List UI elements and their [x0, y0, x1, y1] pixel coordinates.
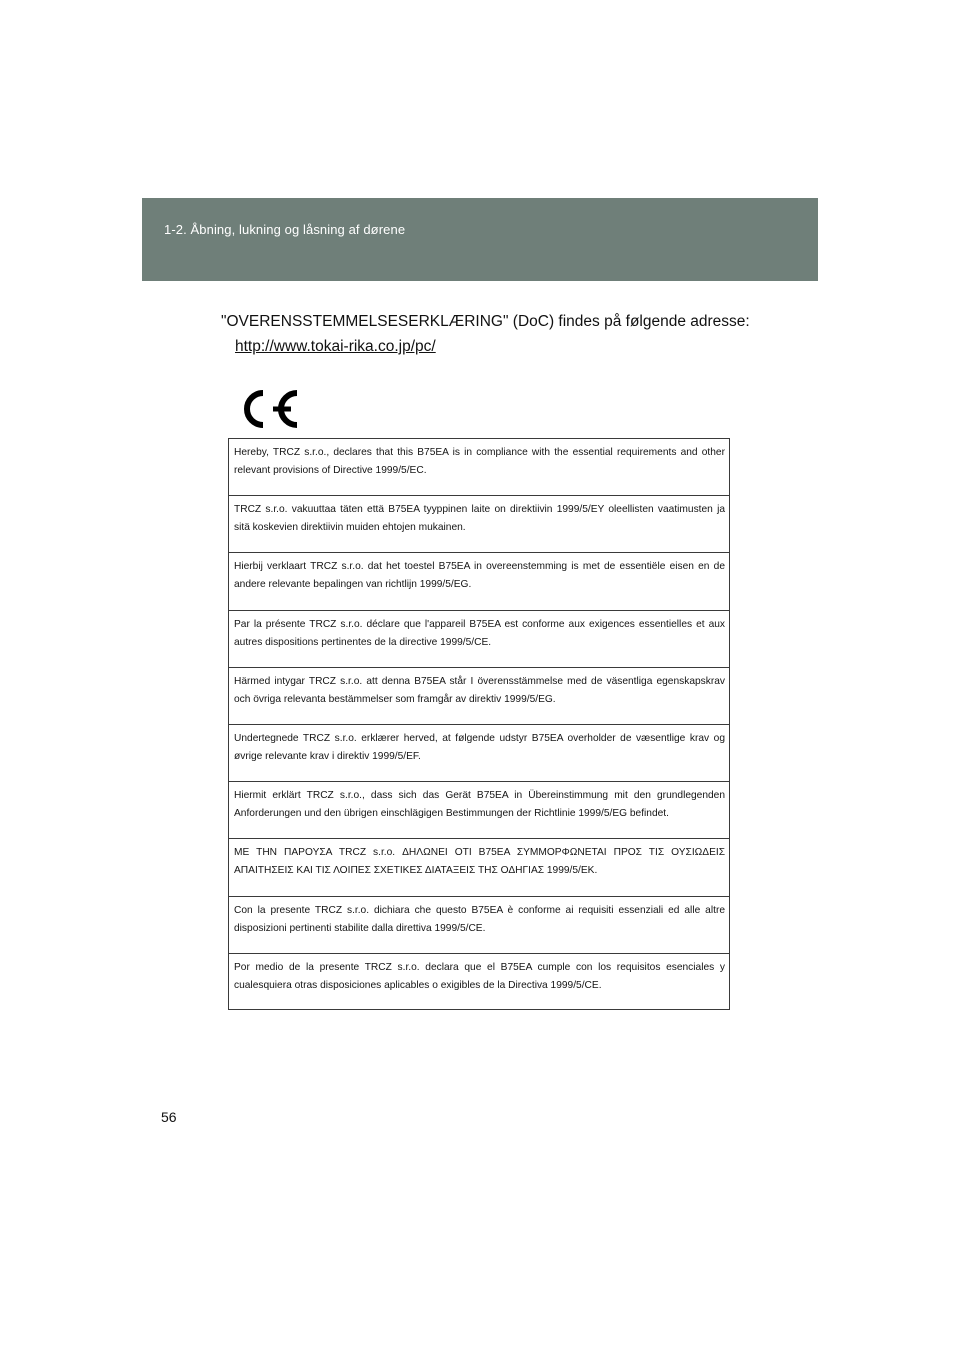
declaration-table — [228, 438, 730, 1010]
page-number: 56 — [161, 1109, 177, 1125]
intro-text: "OVERENSSTEMMELSESERKLÆRING" (DoC) findes på følgende adresse: — [221, 313, 750, 330]
declaration-row-fi: TRCZ s.r.o. vakuuttaa täten että B75EA tyyppinen laite on direktiivin 1999/5/EY oleellisten vaatimusten ja sitä koskevien direktiivin muiden ehtojen mukainen. — [229, 496, 729, 553]
declaration-row-sv: Härmed intygar TRCZ s.r.o. att denna B75EA står I överensstämmelse med de väsentliga egenskapskrav och övriga relevanta bestämmelser som framgår av direktiv 1999/5/EG. — [229, 668, 729, 725]
section-header-bar — [142, 198, 818, 281]
declaration-row-el: ΜΕ ΤΗΝ ΠΑΡΟΥΣΑ TRCZ s.r.o. ΔΗΛΩΝΕΙ ΟΤΙ B75EA ΣΥΜΜΟΡΦΩΝΕΤΑΙ ΠΡΟΣ ΤΙΣ ΟΥΣΙΩΔΕΙΣ ΑΠΑΙΤΗΣΕΙΣ ΚΑΙ ΤΙΣ ΛΟΙΠΕΣ ΣΧΕΤΙΚΕΣ ΔΙΑΤΑΞΕΙΣ ΤΗΣ ΟΔΗΓΙΑΣ 1999/5/ΕΚ. — [229, 839, 729, 896]
declaration-row-es: Por medio de la presente TRCZ s.r.o. declara que el B75EA cumple con los requisitos esenciales y cualesquiera otras disposiciones aplicables o exigibles de la Directiva 1999/5/CE. — [234, 961, 725, 991]
section-title: 1-2. Åbning, lukning og låsning af dørene — [164, 222, 406, 237]
declaration-row-de: Hiermit erklärt TRCZ s.r.o., dass sich das Gerät B75EA in Übereinstimmung mit den grundlegenden Anforderungen und den übrigen einschlägigen Bestimmungen der Richtlinie 1999/5/EG befindet. — [229, 782, 729, 839]
ce-mark-icon — [236, 388, 300, 430]
doc-url-link[interactable]: http://www.tokai-rika.co.jp/pc/ — [235, 338, 436, 355]
declaration-row-nl: Hierbij verklaart TRCZ s.r.o. dat het toestel B75EA in overeenstemming is met de essentiële eisen en de andere relevante bepalingen van richtlijn 1999/5/EG. — [229, 553, 729, 610]
declaration-row-fr: Par la présente TRCZ s.r.o. déclare que l'appareil B75EA est conforme aux exigences essentielles et aux autres dispositions pertinentes de la directive 1999/5/CE. — [229, 611, 729, 668]
declaration-row-en: Hereby, TRCZ s.r.o., declares that this B75EA is in compliance with the essential requirements and other relevant provisions of Directive 1999/5/EC. — [229, 439, 729, 496]
declaration-row-da: Undertegnede TRCZ s.r.o. erklærer herved, at følgende udstyr B75EA overholder de væsentlige krav og øvrige relevante krav i direktiv 1999/5/EF. — [229, 725, 729, 782]
declaration-row-it: Con la presente TRCZ s.r.o. dichiara che questo B75EA è conforme ai requisiti essenziali ed alle altre disposizioni pertinenti stabilite dalla direttiva 1999/5/CE. — [229, 897, 729, 954]
